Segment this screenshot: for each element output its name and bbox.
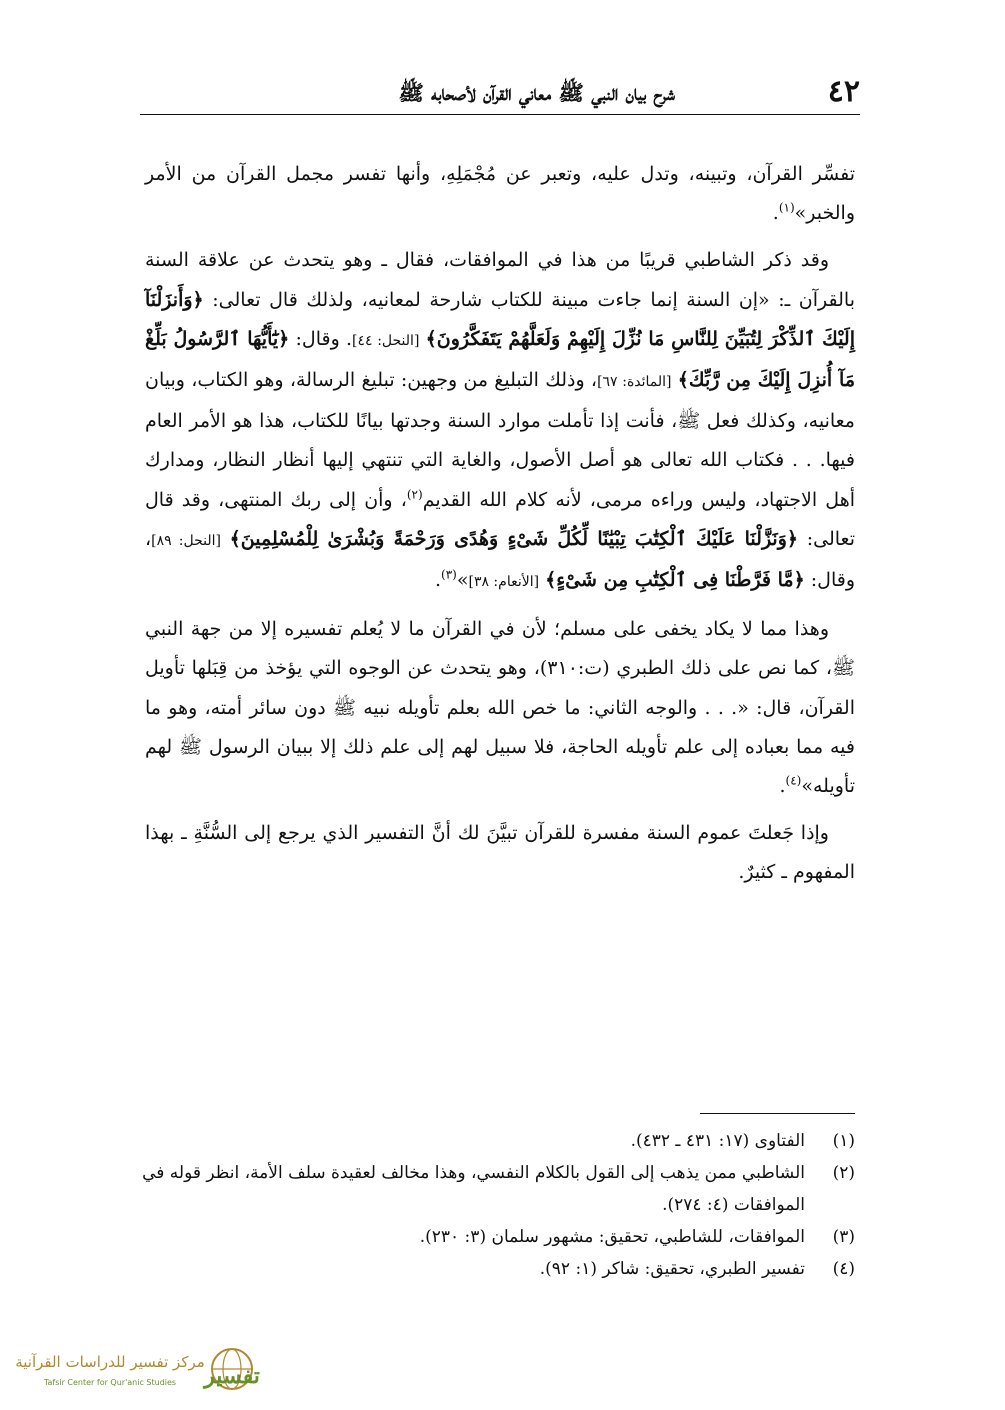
paragraph-3 [145,610,855,806]
quran-verse: ﴿يَٰٓأَيُّهَا ٱلرَّسُولُ بَلِّغْ مَآ أُنزِلَ إِلَيْكَ مِن رَّبِّكَ﴾ [145,327,856,392]
logo-arabic-name: مركز تفسير للدراسات القرآنية [15,1353,205,1371]
footnote-text: الفتاوى (١٧: ٤٣١ ـ ٤٣٢). [630,1131,805,1151]
paragraph-text: ، وذلك التبليغ من وجهين: تبليغ الرسالة، وهو الكتاب، وبيان معانيه، وكذلك فعل ﷺ، فأنت إذا تأملت موارد السنة وجدتها بيانًا للكتاب، هذا هو الأمر العام فيها. . . فكتاب الله تعالى هو أصل الأصول، والغاية التي تنتهي إليها أنظار النظار، ومدارك أهل الاجتهاد، وليس وراءه مرمى، لأنه كلام الله القديم [145,369,855,511]
footnote-text: الشاطبي ممن يذهب إلى القول بالكلام النفسي، وهذا مخالف لعقيدة سلف الأمة، انظر قوله في الموافقات (٤: ٢٧٤). [142,1163,805,1215]
verse-reference: [النحل: ٨٩] [151,532,221,549]
footnote-number: (٢) [832,1163,855,1183]
tafsir-center-logo [10,1345,265,1400]
paragraph-text: وإذا جَعلتَ عموم السنة مفسرة للقرآن تبيَّنَ لك أنَّ التفسير الذي يرجع إلى السُّنَّةِ ـ بهذا المفهوم ـ كثيرٌ. [145,822,855,884]
paragraph-2 [145,241,855,602]
paragraph-text: وقد ذكر الشاطبي قريبًا من هذا في الموافقات، فقال ـ وهو يتحدث عن علاقة السنة بالقرآن ـ: «إن السنة إنما جاءت مبينة للكتاب شارحة لمعانيه، ولذلك قال تعالى: [145,249,855,311]
paragraph-1: تفسِّر القرآن، وتبينه، وتدل عليه، وتعبر عن مُجْمَلِهِ، وأنها تفسر مجمل القرآن من الأمر والخبر»$^{(١)}$. [145,163,855,225]
verse-reference: [المائدة: ٦٧] [597,374,672,391]
paragraph-text: » [456,569,469,592]
footnote-marker: (٢) [406,487,423,502]
footnote-text: الموافقات، للشاطبي، تحقيق: مشهور سلمان (٣: ٢٣٠). [419,1227,805,1247]
paragraph-text: . [779,775,786,798]
footnote-number: (٤) [832,1259,855,1279]
paragraph-text: وهذا مما لا يكاد يخفى على مسلم؛ لأن في القرآن ما لا يُعلم تفسيره إلا من جهة النبي ﷺ، كما نص على ذلك الطبري (ت:٣١٠)، وهو يتحدث عن الوجوه التي يؤخذ من قِبَلها تأويل القرآن، قال: «. . . والوجه الثاني: ما خص الله بعلم تأويله نبيه ﷺ دون سائر أمته، وهو ما فيه مما بعباده إلى علم تأويله الحاجة، فلا سبيل لهم إلى علم ذلك إلا ببيان الرسول ﷺ لهم تأويله» [145,618,855,798]
page-number: ٤٢ [827,74,860,109]
quran-verse: ﴿وَأَنزَلْنَآ إِلَيْكَ ٱلذِّكْرَ لِتُبَيِّنَ لِلنَّاسِ مَا نُزِّلَ إِلَيْهِمْ وَلَعَلَّهُمْ يَتَفَكَّرُونَ﴾ [145,288,855,350]
footnote [140,1253,855,1285]
logo-graphic [10,1345,265,1400]
quran-verse: ﴿وَنَزَّلْنَا عَلَيْكَ ٱلْكِتَٰبَ تِبْيَٰنًا لِّكُلِّ شَىْءٍ وَهُدًى وَرَحْمَةً وَبُشْرَىٰ لِلْمُسْلِمِينَ﴾ [229,527,799,550]
paragraph-4 [145,814,855,892]
footnote-number: (٣) [832,1227,855,1247]
footnote-text: تفسير الطبري، تحقيق: شاكر (١: ٩٢). [539,1259,805,1279]
footnote-number: (١) [832,1131,855,1151]
footnote [140,1221,855,1253]
paragraph-text: . [434,569,442,592]
footnote-marker: (٤) [785,773,802,788]
verse-reference: [الأنعام: ٣٨] [468,574,540,591]
header-divider [140,114,860,115]
footnote-marker: (٣) [441,567,457,582]
footnote [140,1157,855,1221]
footnote-marker: (١) [778,200,795,215]
page-header [140,74,860,112]
logo-english-name: Tafsir Center for Qur'anic Studies [43,1378,177,1387]
main-text [145,155,855,901]
footnote [140,1125,855,1157]
paragraph-text: تفسِّر القرآن، وتبينه، وتدل عليه، وتعبر عن مُجْمَلِهِ، وأنها تفسر مجمل القرآن من الأمر والخبر» [145,163,855,225]
footnotes [140,1125,855,1285]
verse-reference: [النحل: ٤٤] [352,332,420,349]
footnote-divider [700,1113,855,1114]
paragraph-text: . وقال: [289,327,353,350]
paragraph-text: ، وقال: [145,527,855,592]
quran-verse: ﴿مَّا فَرَّطْنَا فِى ٱلْكِتَٰبِ مِن شَىْءٍ﴾ [545,569,805,592]
logo-wordmark: تفسير [204,1363,260,1389]
paragraph-text: ، وأن إلى ربك المنتهى، وقد قال تعالى: [145,488,855,550]
running-title: شرح بيان النبي ﷺ معاني القرآن لأصحابه ﷺ [398,80,675,105]
